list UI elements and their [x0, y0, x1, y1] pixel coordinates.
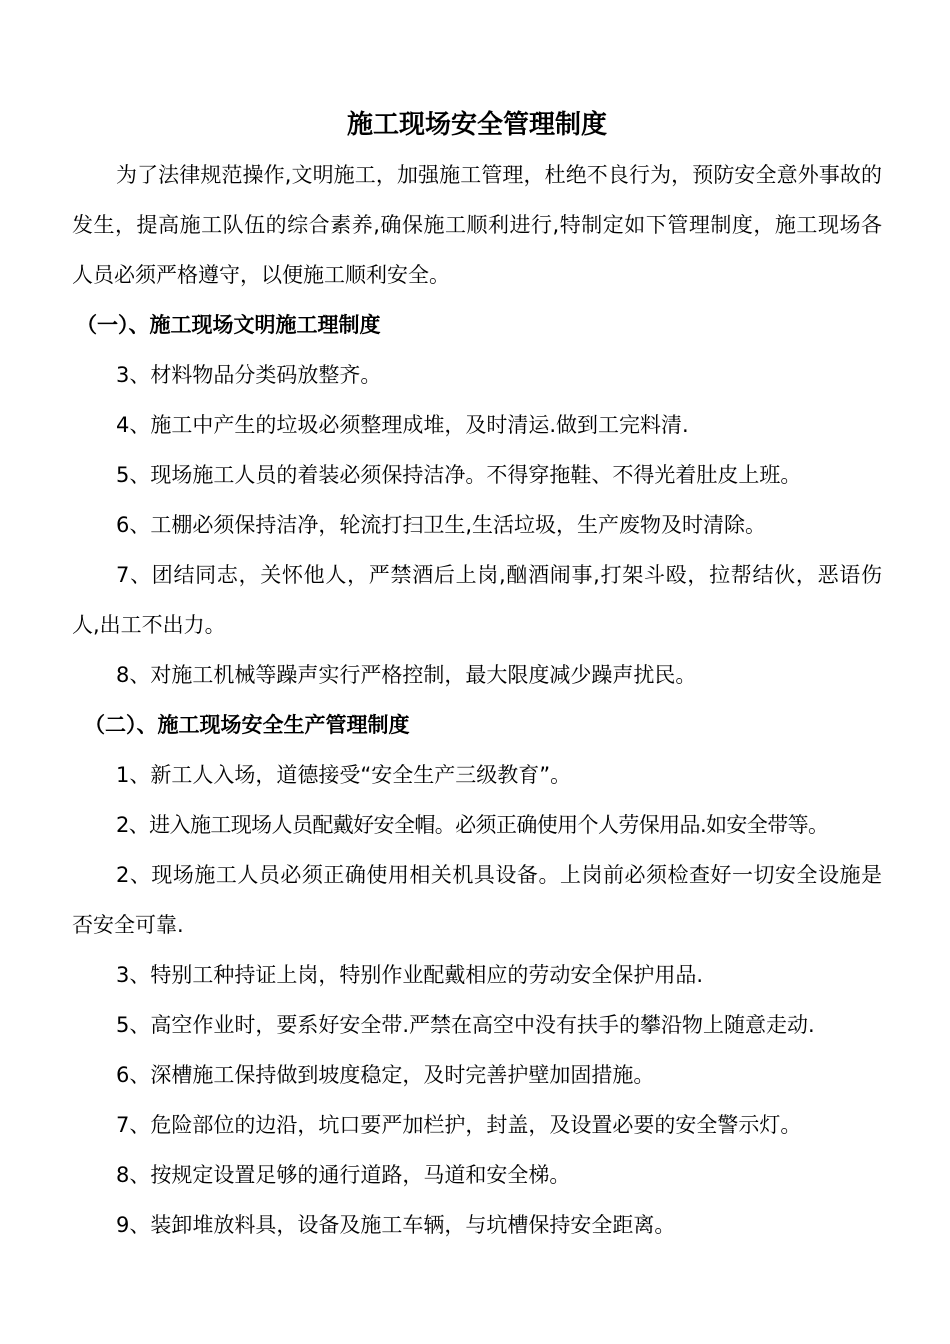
list-item: 7、团结同志，关怀他人，严禁酒后上岗,酗酒闹事,打架斗殴，拉帮结伙，恶语伤人,出工不出力。: [72, 563, 882, 637]
list-item: 6、深槽施工保持做到坡度稳定，及时完善护壁加固措施。: [116, 1063, 655, 1087]
list-item: 9、装卸堆放料具，设备及施工车辆，与坑槽保持安全距离。: [116, 1213, 676, 1237]
list-item: 1、新工人入场，道德接受“安全生产三级教育”。: [116, 763, 572, 787]
section-heading-civilized-construction: （一）、施工现场文明施工理制度: [76, 313, 381, 337]
document-title: 施工现场安全管理制度: [346, 110, 607, 140]
document-page: [72, 100, 882, 1250]
list-item: 8、按规定设置足够的通行道路，马道和安全梯。: [116, 1163, 571, 1187]
list-item: 3、特别工种持证上岗，特别作业配戴相应的劳动安全保护用品.: [116, 963, 704, 987]
list-item: 6、工棚必须保持洁净，轮流打扫卫生,生活垃圾，生产废物及时清除。: [116, 513, 767, 537]
list-item: 5、现场施工人员的着装必须保持洁净。不得穿拖鞋、不得光着肚皮上班。: [116, 463, 802, 487]
list-item: 4、施工中产生的垃圾必须整理成堆，及时清运.做到工完料清.: [116, 413, 689, 437]
section-heading-safety-production: （二）、施工现场安全生产管理制度: [84, 713, 410, 737]
list-item: 8、对施工机械等躁声实行严格控制，最大限度减少躁声扰民。: [116, 663, 697, 687]
list-item: 2、现场施工人员必须正确使用相关机具设备。上岗前必须检查好一切安全设施是否安全可靠.: [72, 863, 882, 937]
intro-paragraph: 为了法律规范操作,文明施工，加强施工管理，杜绝不良行为，预防安全意外事故的发生，提高施工队伍的综合素养,确保施工顺利进行,特制定如下管理制度，施工现场各人员必须严格遵守，以便施工顺利安全。: [72, 163, 882, 287]
list-item: 7、危险部位的边沿，坑口要严加栏护，封盖，及设置必要的安全警示灯。: [116, 1113, 802, 1137]
list-item: 5、高空作业时，要系好安全带.严禁在高空中没有扶手的攀沿物上随意走动.: [116, 1013, 815, 1037]
list-item: 3、材料物品分类码放整齐。: [116, 363, 382, 387]
list-item: 2、进入施工现场人员配戴好安全帽。必须正确使用个人劳保用品.如安全带等。: [116, 813, 829, 837]
